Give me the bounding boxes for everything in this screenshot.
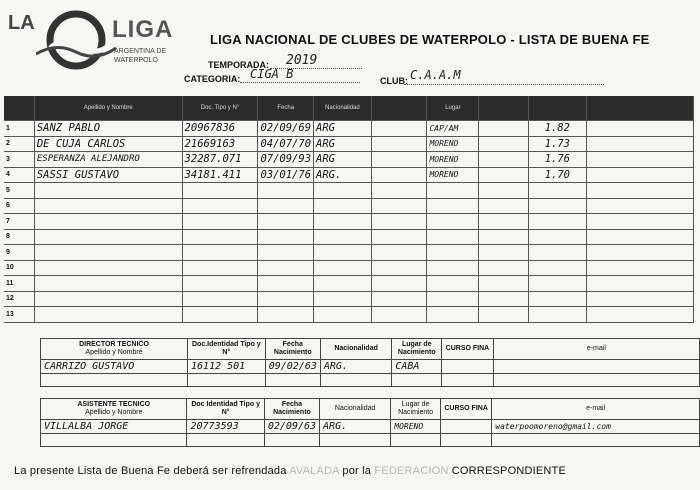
header-doc: Doc. Tipo y N° <box>182 96 258 121</box>
assistant-row-empty <box>41 434 700 447</box>
player-name <box>34 276 182 292</box>
director-place: CABA <box>392 360 442 374</box>
director-table <box>40 338 700 387</box>
director-title <box>41 339 188 360</box>
categoria-label: CATEGORIA: <box>184 74 241 84</box>
player-nat: ARG <box>314 121 372 137</box>
player-col7 <box>479 167 529 183</box>
footer-note <box>14 465 566 477</box>
row-number: 11 <box>4 276 34 292</box>
temporada-value: 2019 <box>286 53 318 68</box>
player-place: MORENO <box>427 136 479 152</box>
assistant-doc-label: Doc Identidad Tipo y N° <box>187 399 264 420</box>
player-date: 03/01/76 <box>258 167 314 183</box>
club-label: CLUB: <box>380 76 408 86</box>
row-number: 1 <box>4 121 34 137</box>
director-doc: 16112 501 <box>188 360 266 374</box>
footer-part5: CORRESPONDIENTE <box>451 465 567 477</box>
player-nat: ARG. <box>314 167 372 183</box>
header-num <box>4 96 34 121</box>
player-name <box>34 198 182 214</box>
player-col7 <box>479 136 529 152</box>
player-place: CAP/AM <box>427 121 479 137</box>
player-val: 1.76 <box>528 152 586 168</box>
player-date: 07/09/93 <box>258 152 314 168</box>
assistant-fecha-label: Fecha Nacimiento <box>264 399 319 420</box>
assistant-date: 02/09/63 <box>264 420 319 434</box>
row-number: 6 <box>4 198 34 214</box>
table-row <box>4 260 694 276</box>
player-name: DE CUJA CARLOS <box>34 136 182 152</box>
director-name: CARRIZO GUSTAVO <box>41 360 188 374</box>
header-place: Lugar <box>427 96 479 121</box>
player-name <box>34 245 182 261</box>
assistant-header-row <box>41 399 700 420</box>
player-date: 02/09/69 <box>258 121 314 137</box>
player-col7 <box>479 121 529 137</box>
player-col5 <box>371 167 427 183</box>
assistant-sub-text: Apellido y Nombre <box>85 409 143 416</box>
player-name <box>34 229 182 245</box>
club-value: C.A.A.M <box>410 68 461 82</box>
assistant-title <box>41 399 187 420</box>
liga-logo <box>6 6 186 76</box>
director-curso-label: CURSO FINA <box>442 339 494 360</box>
player-place: MORENO <box>427 152 479 168</box>
player-name <box>34 307 182 323</box>
header-col7 <box>479 96 529 121</box>
table-row <box>4 136 694 152</box>
director-sub-text: Apellido y Nombre <box>85 349 143 356</box>
player-name: ESPERANZA ALEJANDRO <box>34 152 182 168</box>
table-row <box>4 291 694 307</box>
director-nat: ARG. <box>320 360 392 374</box>
director-fecha-label: Fecha Nacimiento <box>265 339 320 360</box>
player-col5 <box>371 152 427 168</box>
assistant-doc: 20773593 <box>187 420 264 434</box>
player-date: 04/07/70 <box>258 136 314 152</box>
director-curso <box>442 360 494 374</box>
player-doc: 20967836 <box>182 121 258 137</box>
player-col5 <box>371 136 427 152</box>
table-row <box>4 229 694 245</box>
players-header-row <box>4 96 694 121</box>
players-table <box>4 96 694 323</box>
assistant-curso <box>440 420 491 434</box>
footer-part1: La presente Lista de Buena Fe deberá ser refrendada <box>14 465 287 477</box>
row-number: 3 <box>4 152 34 168</box>
categoria-value: CIGA B <box>250 67 294 81</box>
player-extra <box>586 167 693 183</box>
table-row <box>4 245 694 261</box>
assistant-table <box>40 398 700 447</box>
logo-subtitle-2: WATERPOLO <box>114 57 158 64</box>
player-col5 <box>371 121 427 137</box>
row-number: 13 <box>4 307 34 323</box>
table-row <box>4 152 694 168</box>
director-email <box>493 360 699 374</box>
row-number: 10 <box>4 260 34 276</box>
table-row <box>4 183 694 199</box>
player-name: SASSI GUSTAVO <box>34 167 182 183</box>
director-email-label: e-mail <box>493 339 699 360</box>
row-number: 2 <box>4 136 34 152</box>
assistant-curso-label: CURSO FINA <box>440 399 491 420</box>
footer-part2: AVALADA <box>289 465 340 477</box>
assistant-row <box>41 420 700 434</box>
header-col5 <box>371 96 427 121</box>
assistant-title-text: ASISTENTE TECNICO <box>77 401 151 408</box>
player-place: MORENO <box>427 167 479 183</box>
assistant-lugar-label: Lugar de Nacimiento <box>391 399 441 420</box>
player-name <box>34 214 182 230</box>
table-row <box>4 276 694 292</box>
player-nat: ARG <box>314 136 372 152</box>
player-val: 1.70 <box>528 167 586 183</box>
footer-part4: FEDERACION <box>374 465 449 477</box>
player-extra <box>586 121 693 137</box>
player-val: 1.73 <box>528 136 586 152</box>
table-row <box>4 198 694 214</box>
header-name: Apellido y Nombre <box>34 96 182 121</box>
director-lugar-label: Lugar de Nacimiento <box>392 339 442 360</box>
footer-part3: por la <box>342 465 372 477</box>
player-nat: ARG <box>314 152 372 168</box>
player-extra <box>586 136 693 152</box>
player-doc: 21669163 <box>182 136 258 152</box>
director-date: 09/02/63 <box>265 360 320 374</box>
document-title: LIGA NACIONAL DE CLUBES DE WATERPOLO - LISTA DE BUENA FE <box>210 32 650 47</box>
player-name <box>34 260 182 276</box>
logo-subtitle-1: ARGENTINA DE <box>114 48 167 55</box>
header-date: Fecha <box>258 96 314 121</box>
director-row <box>41 360 700 374</box>
header-extra <box>586 96 693 121</box>
wave-logo-icon <box>36 8 116 74</box>
assistant-email-label: e-mail <box>492 399 700 420</box>
director-row-empty <box>41 374 700 387</box>
row-number: 4 <box>4 167 34 183</box>
logo-la-text: LA <box>8 12 35 34</box>
director-nac-label: Nacionalidad <box>320 339 392 360</box>
table-row <box>4 214 694 230</box>
director-header-row <box>41 339 700 360</box>
row-number: 5 <box>4 183 34 199</box>
assistant-nac-label: Nacionalidad <box>320 399 391 420</box>
table-row <box>4 121 694 137</box>
player-name <box>34 183 182 199</box>
player-val: 1.82 <box>528 121 586 137</box>
row-number: 9 <box>4 245 34 261</box>
player-col7 <box>479 152 529 168</box>
table-row <box>4 307 694 323</box>
assistant-name: VILLALBA JORGE <box>41 420 187 434</box>
categoria-line <box>240 82 360 83</box>
row-number: 8 <box>4 229 34 245</box>
table-row <box>4 167 694 183</box>
row-number: 7 <box>4 214 34 230</box>
director-doc-label: Doc.Identidad Tipo y N° <box>188 339 266 360</box>
assistant-nat: ARG. <box>320 420 391 434</box>
header-val <box>528 96 586 121</box>
assistant-place: MORENO <box>391 420 441 434</box>
player-name: SANZ PABLO <box>34 121 182 137</box>
header-nat: Nacionalidad <box>314 96 372 121</box>
logo-liga-text: LIGA <box>112 16 174 43</box>
director-title-text: DIRECTOR TECNICO <box>79 341 149 348</box>
player-name <box>34 291 182 307</box>
player-doc: 32287.071 <box>182 152 258 168</box>
club-line <box>404 84 604 85</box>
temporada-label: TEMPORADA: <box>208 60 269 70</box>
player-extra <box>586 152 693 168</box>
row-number: 12 <box>4 291 34 307</box>
assistant-email: waterpoomoreno@gmail.com <box>492 420 700 434</box>
player-doc: 34181.411 <box>182 167 258 183</box>
